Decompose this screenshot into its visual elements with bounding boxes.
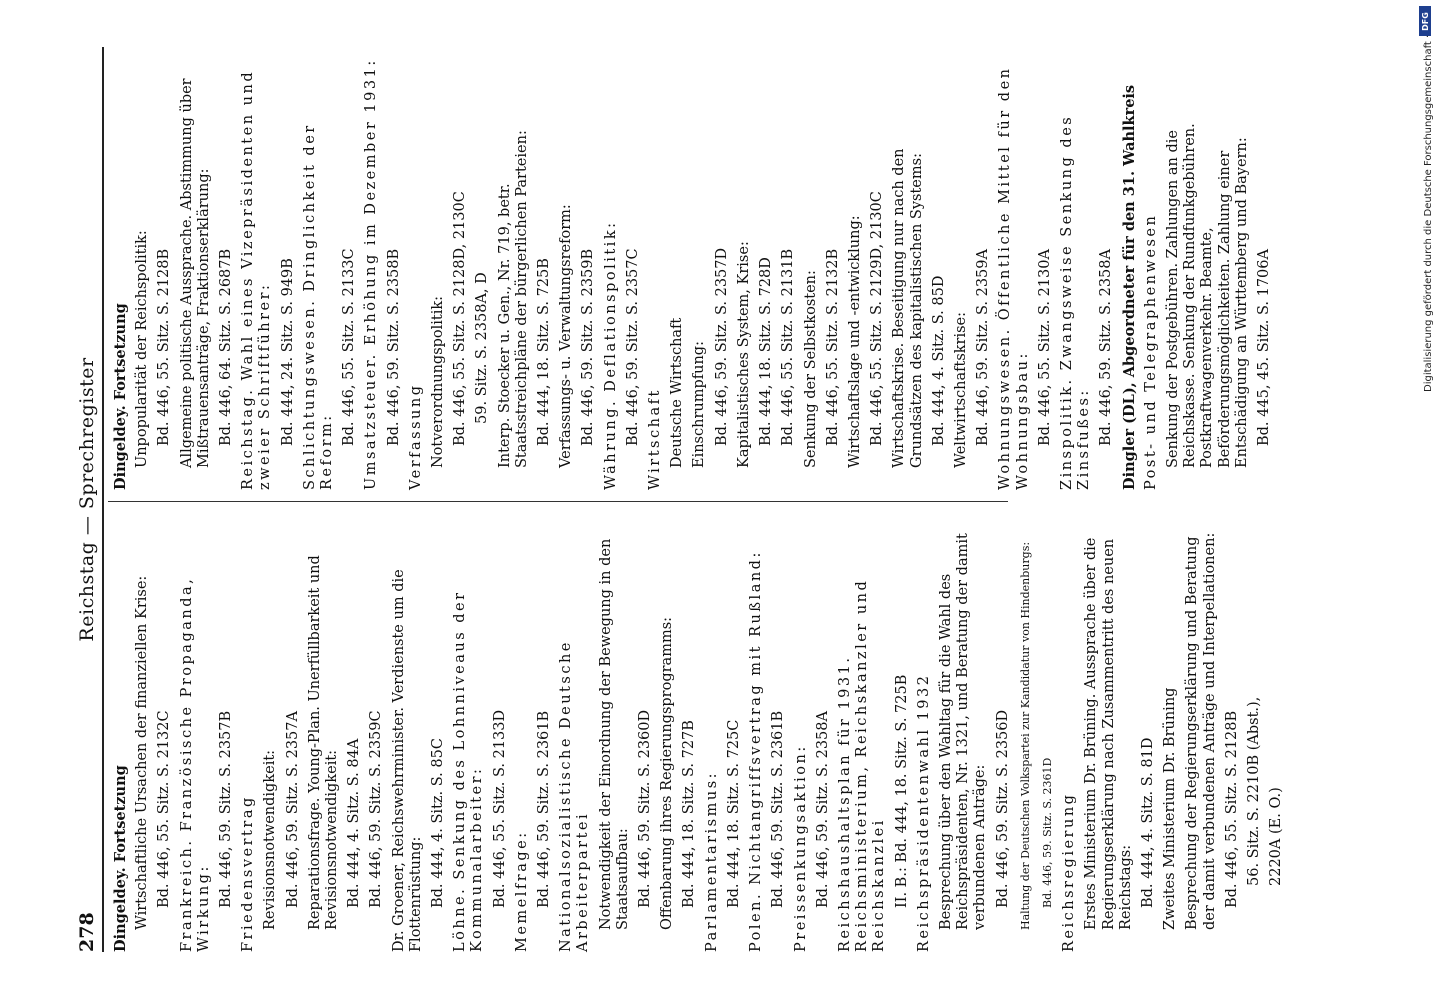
register-entry: Bd. 445, 45. Sitz. S. 1706A [1255, 249, 1272, 446]
register-entry: Bd. 444, 4. Sitz. S. 81D [1139, 737, 1156, 908]
register-entry: Verfassung [407, 383, 424, 490]
register-entry: Reparationsfrage. Young-Plan. Unerfüllbarkeit und Revisionsnotwendigkeit: [306, 555, 341, 930]
register-entry: Reichsregierung [1061, 792, 1078, 952]
register-entry: Bd. 446, 59. Sitz. S. 2358A [1098, 249, 1115, 446]
register-entry: Bd. 446, 59. Sitz. S. 2361B [770, 710, 787, 908]
register-entry: Bd. 446, 59. Sitz. S. 2358B [385, 248, 402, 446]
register-entry: Unpopularität der Reichspolitik: [134, 230, 151, 468]
register-entry: Wohnungswesen. Öffentliche Mittel für den Wohnungsbau: [997, 66, 1031, 490]
register-entry: Verfassungs- u. Verwaltungsreform: [558, 204, 575, 468]
register-entry: Bd. 446, 59. Sitz. S. 2359C [368, 710, 385, 908]
register-entry: Notverordnungspolitik: [430, 295, 447, 468]
register-entry: Wirtschaftslage und -entwicklung: [846, 215, 863, 468]
register-entry: Bd. 446, 55. Sitz. S. 2130A [1036, 249, 1053, 446]
register-entry: Reichstag. Wahl eines Vizepräsidenten und zweier Schriftführer: [240, 69, 274, 490]
register-entry: Bd. 446, 59. Sitz. S. 2361B [536, 710, 553, 908]
register-entry: Umsatzsteuer. Erhöhung im Dezember 1931: [363, 58, 380, 490]
register-entry: Bd. 446, 59. Sitz. S. 2357C [624, 248, 641, 446]
register-entry: Wirtschaftskrise. Beseitigung nur nach den Grundsätzen des kapitalistischen Systems: [891, 148, 925, 468]
register-entry: Revisionsnotwendigkeit: [262, 749, 279, 930]
register-entry: Bd. 444, 4. Sitz. S. 85D [930, 275, 947, 446]
register-entry: Allgemeine politische Aussprache. Abstimmung über Mißtrauensanträge, Fraktionserklärung: [178, 78, 212, 468]
register-entry: Bd. 446, 59. Sitz. S. 2357A [284, 711, 301, 908]
register-entry: Post- und Telegraphenwesen [1142, 213, 1159, 490]
dfg-logo-text: DFG [1420, 11, 1430, 31]
register-entry: Reichspräsidentenwahl 1932 [915, 673, 932, 952]
register-entry: Bd. 446, 55. Sitz. S. 2131B [780, 248, 797, 446]
register-entry: Bd. 446, 59. Sitz. S. 2359B [580, 248, 597, 446]
register-entry: Dingeldey. Fortsetzung [112, 765, 129, 952]
register-entry: Bd. 446, 55. Sitz. S. 2128B [1223, 710, 1240, 908]
register-entry: Bd. 446, 59. Sitz. S. 2357D [713, 247, 730, 446]
register-entry: Memelfrage: [513, 830, 530, 952]
register-entry: Bd. 446, 55. Sitz. S. 2132C [156, 710, 173, 908]
register-entry: Bd. 446, 59. Sitz. S. 2361D [1040, 757, 1054, 908]
register-entry: Bd. 446, 59. Sitz. S. 2357B [218, 710, 235, 908]
register-entry: Bd. 446, 55. Sitz. S. 2132B [824, 248, 841, 446]
register-entry: Haltung der Deutschen Volkspartei zur Kandidatur von Hindenburgs: [1018, 541, 1032, 930]
page-header [76, 47, 104, 952]
register-entry: Bd. 446, 64. Sitz. S. 2687B [218, 248, 235, 446]
register-entry: Nationalsozialistische Deutsche Arbeiterpartei [558, 640, 592, 952]
register-entry: Bd. 446, 59. Sitz. S. 2360D [637, 709, 654, 908]
register-entry: Bd. 446, 55. Sitz. S. 2128B [156, 248, 173, 446]
register-entry: Reichshaushaltsplan für 1931. Reichsministerium, Reichskanzler und Reichskanzlei [836, 578, 888, 952]
register-entry: Bd. 446, 55. Sitz. S. 2129D, 2130C [869, 191, 886, 446]
rotated-page [76, 47, 1350, 952]
register-entry: Notwendigkeit der Einordnung der Bewegung in den Staatsaufbau: [597, 538, 631, 930]
register-entry: Bd. 444, 18. Sitz. S. 728D [758, 257, 775, 446]
register-entry: Interp. Stoecker u. Gen., Nr. 719, betr. Staatsstreichpläne der bürgerlichen Parteien: [496, 130, 530, 468]
register-entry: Senkung der Selbstkosten: [802, 270, 819, 468]
register-entry: II. B.: Bd. 444, 18. Sitz. S. 725B [893, 674, 910, 908]
register-entry: Offenbarung ihres Regierungsprogramms: [659, 616, 676, 930]
page-number: 278 [76, 912, 98, 952]
register-entry: Bd. 446, 55. Sitz. S. 2133C [341, 248, 358, 446]
register-entry: Parlamentarismus: [703, 770, 720, 952]
digitization-note: Digitalisierung gefördert durch die Deutsche Forschungsgemeinschaft · [1423, 34, 1434, 392]
left-column [112, 512, 1290, 952]
register-entry: Dingeldey. Fortsetzung [112, 303, 129, 490]
register-entry: Bd. 444, 18. Sitz. S. 725B [536, 258, 553, 446]
register-entry: Kapitalistisches System, Krise: [735, 241, 752, 468]
register-entry: Bd. 446, 55. Sitz. S. 2128D, 2130C [452, 191, 469, 446]
register-entry: 56. Sitz. S. 2210B (Abst.), [1245, 696, 1262, 886]
register-entry: Bd. 446, 59. Sitz. S. 2356D [994, 709, 1011, 908]
register-entry: Weltwirtschaftskrise: [952, 311, 969, 468]
register-entry: Wirtschaftliche Ursachen der finanziellen Krise: [134, 575, 151, 930]
register-entry: Erstes Ministerium Dr. Brüning. Aussprache über die Regierungserklärung nach Zusammentritt des neuen Reichstags: [1083, 537, 1134, 930]
dfg-logo [1419, 6, 1431, 36]
register-entry: Besprechung über den Wahltag für die Wahl des Reichspräsidenten, Nr. 1321, und Beratung der damit verbundenen Anträge: [937, 533, 989, 930]
register-entry: 2220A (E. O.) [1268, 787, 1285, 886]
register-entry: Besprechung der Regierungserklärung und Beratung der damit verbundenen Anträge und Interpellationen: [1184, 532, 1218, 930]
register-entry: Bd. 446, 59. Sitz. S. 2358A [814, 711, 831, 908]
register-entry: Zinspolitik. Zwangsweise Senkung des Zinsfußes: [1058, 114, 1093, 490]
register-entry: Dingler (DL), Abgeordneter für den 31. Wahlkreis [1120, 84, 1138, 490]
register-entry: Schlichtungswesen. Dringlichkeit der Reform: [301, 123, 336, 490]
register-entry: Löhne. Senkung des Lohnniveaus der Kommunalarbeiter: [452, 590, 486, 952]
register-entry: Senkung der Postgebühren. Zahlungen an die Reichskasse. Senkung der Rundfunkgebühren. Postkraftwagenverkehr. Beamte, Beförderungsmöglichkeiten. Zahlung einer Entschädigung an Württemberg und Bayern: [1164, 123, 1250, 468]
right-column [112, 50, 1278, 490]
register-entry: Friedensvertrag [240, 795, 257, 952]
register-entry: Wirtschaft [647, 388, 664, 490]
running-title: Reichstag — Sprechregister [76, 357, 98, 642]
register-entry: Bd. 446, 55. Sitz. S. 2133D [491, 709, 508, 908]
register-entry: Bd. 444, 18. Sitz. S. 727B [681, 720, 698, 908]
register-entry: Bd. 446, 59. Sitz. S. 2359A [975, 249, 992, 446]
register-entry: Bd. 444, 4. Sitz. S. 84A [346, 738, 363, 908]
register-entry: Dr. Groener, Reichswehrminister. Verdienste um die Flottenrüstung: [390, 569, 424, 952]
register-entry: Preissenkungsaktion: [792, 744, 809, 952]
register-entry: Bd. 444, 24. Sitz. S. 949B [279, 258, 296, 446]
register-entry: Bd. 444, 4. Sitz. S. 85C [430, 738, 447, 908]
register-entry: Einschrumpfung: [691, 341, 708, 468]
column-divider [108, 501, 1008, 502]
register-entry: Deutsche Wirtschaft [669, 317, 686, 468]
register-entry: Währung. Deflationspolitik: [602, 220, 619, 490]
register-entry: Bd. 444, 18. Sitz. S. 725C [725, 719, 742, 908]
register-entry: Zweites Ministerium Dr. Brüning [1162, 687, 1179, 930]
register-entry: 59. Sitz. S. 2358A, D [474, 272, 491, 424]
register-entry: Frankreich. Französische Propaganda, Wirkung: [178, 576, 212, 952]
register-entry: Polen. Nichtangriffsvertrag mit Rußland: [748, 550, 765, 952]
